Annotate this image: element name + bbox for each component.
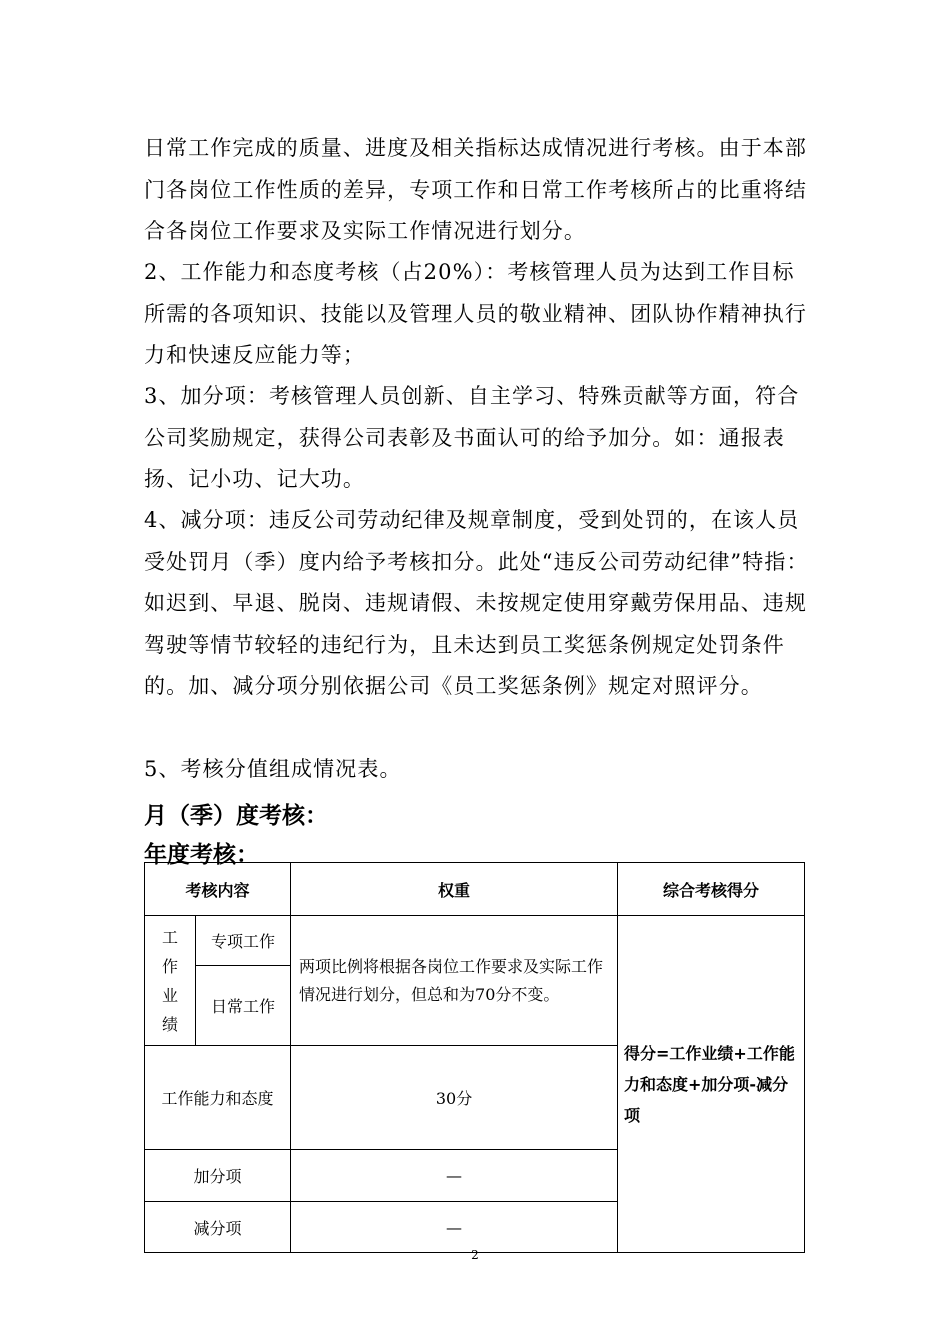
header-content: 考核内容 [145,863,291,916]
deduction-cell: 减分项 [145,1202,291,1253]
deduction-weight-cell: — [291,1202,618,1253]
formula-cell: 得分=工作业绩+工作能力和态度+加分项-减分项 [618,916,805,1253]
heading-annual: 年度考核： [144,842,259,868]
ability-weight-cell: 30分 [291,1046,618,1150]
paragraph-table-intro: 5、考核分值组成情况表。 [144,757,402,781]
work-weight-cell: 两项比例将根据各岗位工作要求及实际工作情况进行划分，但总和为70分不变。 [291,916,618,1046]
header-score: 综合考核得分 [618,863,805,916]
table-header-row [145,863,805,916]
paragraph-ability: 2、工作能力和态度考核（占20%）：考核管理人员为达到工作目标所需的各项知识、技能以及管理人员的敬业精神、团队协作精神执行力和快速反应能力等； [144,260,807,367]
header-weight: 权重 [291,863,618,916]
paragraph-daily-work: 日常工作完成的质量、进度及相关指标达成情况进行考核。由于本部门各岗位工作性质的差异，专项工作和日常工作考核所占的比重将结合各岗位工作要求及实际工作情况进行划分。 [144,136,807,243]
daily-work-cell: 日常工作 [196,966,291,1046]
page-number: 2 [471,1248,479,1262]
paragraph-bonus: 3、加分项：考核管理人员创新、自主学习、特殊贡献等方面，符合公司奖励规定，获得公司表彰及书面认可的给予加分。如：通报表扬、记小功、记大功。 [144,384,800,491]
work-performance-cell: 工 作 业 绩 [145,916,196,1046]
score-composition-table [144,862,805,1253]
ability-cell: 工作能力和态度 [145,1046,291,1150]
paragraph-deduction: 4、减分项：违反公司劳动纪律及规章制度，受到处罚的，在该人员受处罚月（季）度内给予考核扣分。此处“违反公司劳动纪律”特指：如迟到、早退、脱岗、违规请假、未按规定使用穿戴劳保用品、违规驾驶等情节较轻的违纪行为，且未达到员工奖惩条例规定处罚条件的。加、减分项分别依据公司《员工奖惩条例》规定对照评分。 [144,508,809,698]
heading-monthly: 月（季）度考核： [144,803,328,829]
special-work-cell: 专项工作 [196,916,291,966]
bonus-cell: 加分项 [145,1150,291,1202]
table-row [145,916,805,966]
bonus-weight-cell: — [291,1150,618,1202]
